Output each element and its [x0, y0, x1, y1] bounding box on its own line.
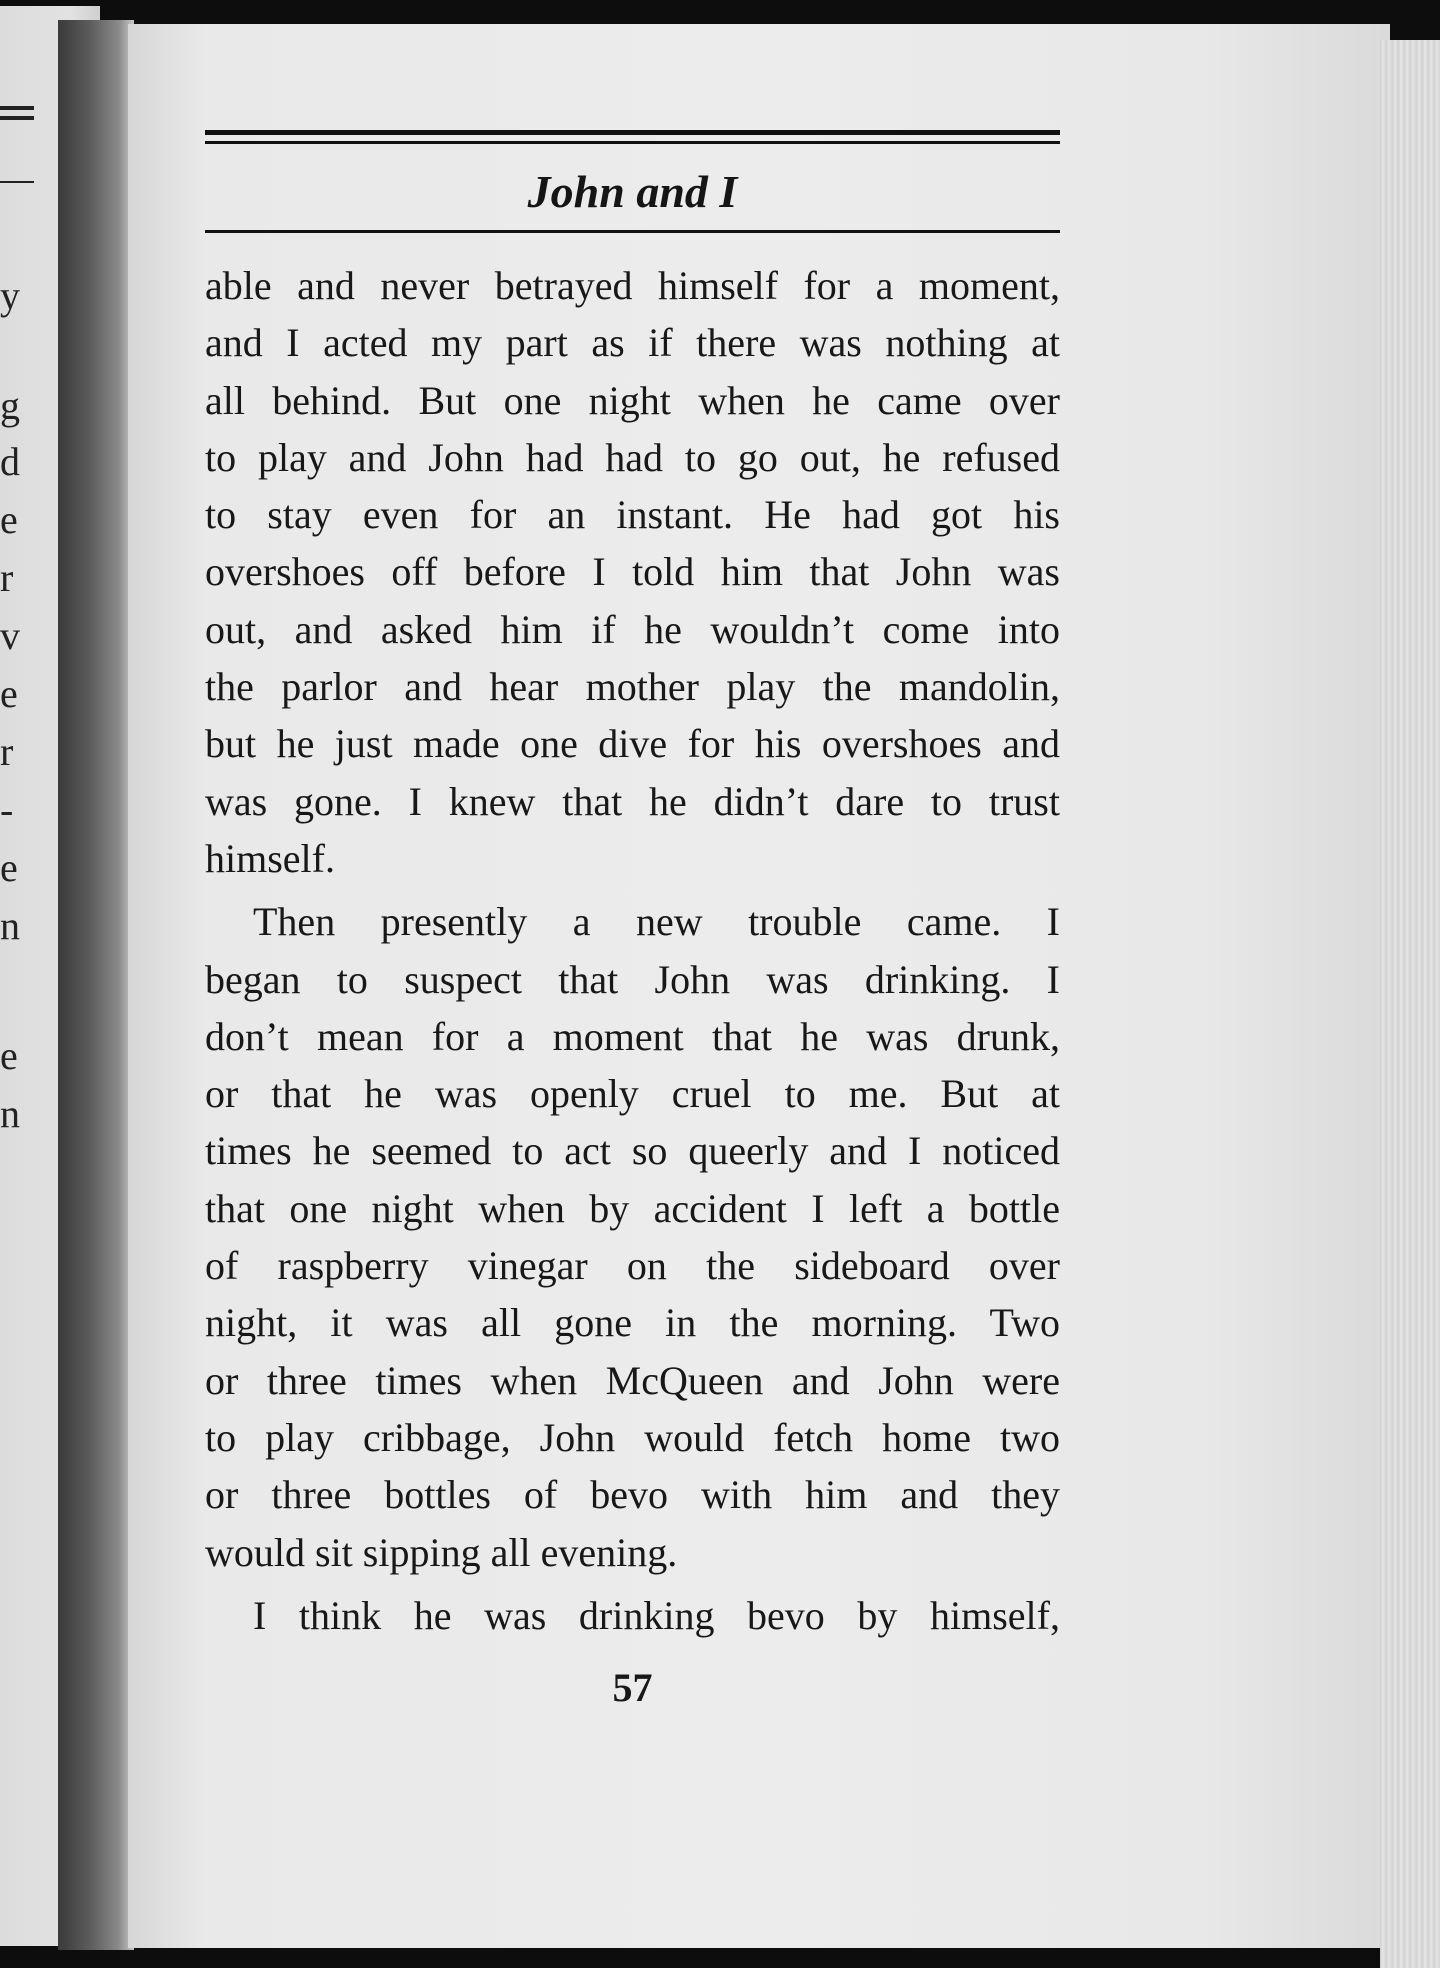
left-page-char: r	[0, 729, 14, 774]
header-underline	[205, 230, 1060, 233]
header-rule-bottom	[205, 141, 1060, 144]
text-line: to play and John had had to go out, he refused	[205, 434, 1060, 480]
text-line: began to suspect that John was drinking. I	[205, 956, 1060, 1002]
left-page-char: r	[0, 555, 14, 600]
text-line: the parlor and hear mother play the mandolin,	[205, 664, 1060, 710]
paragraph	[205, 1587, 1060, 1644]
left-page-char: d	[0, 439, 20, 484]
text-line: himself.	[205, 835, 335, 881]
page-content	[205, 130, 1060, 1711]
left-page-char: v	[0, 613, 20, 658]
running-title: John and I	[527, 166, 738, 217]
left-page-rule	[0, 106, 34, 110]
left-page-char: n	[0, 1091, 20, 1136]
body-text	[205, 257, 1060, 1644]
left-page-char: -	[0, 787, 14, 832]
page-edge	[1380, 40, 1440, 1968]
text-line: to play cribbage, John would fetch home two	[205, 1414, 1060, 1460]
left-page-char: y	[0, 273, 20, 318]
text-line: or three bottles of bevo with him and they	[205, 1472, 1060, 1518]
left-page-char: g	[0, 383, 20, 428]
text-line: of raspberry vinegar on the sideboard over	[205, 1243, 1060, 1289]
left-page-char: e	[0, 497, 18, 542]
text-line: night, it was all gone in the morning. Two	[205, 1300, 1060, 1346]
text-line: I think he was drinking bevo by himself,	[253, 1592, 1060, 1638]
text-line: overshoes off before I told him that John was	[205, 549, 1060, 595]
text-line: that one night when by accident I left a bottle	[205, 1185, 1060, 1231]
text-line: times he seemed to act so queerly and I noticed	[205, 1128, 1060, 1174]
text-line: would sit sipping all evening.	[205, 1529, 678, 1575]
left-page-char: n	[0, 903, 20, 948]
text-line: out, and asked him if he wouldn’t come into	[205, 606, 1060, 652]
text-line: or that he was openly cruel to me. But at	[205, 1071, 1060, 1117]
left-page-char: e	[0, 1033, 18, 1078]
text-line: or three times when McQueen and John were	[205, 1357, 1060, 1403]
text-line: was gone. I knew that he didn’t dare to trust	[205, 778, 1060, 824]
left-page-rule	[0, 116, 34, 120]
text-line: don’t mean for a moment that he was drunk,	[205, 1013, 1060, 1059]
paragraph	[205, 257, 1060, 887]
left-page-char: e	[0, 671, 18, 716]
text-line: able and never betrayed himself for a moment,	[205, 263, 1060, 308]
left-page-char: e	[0, 845, 18, 890]
book-gutter	[58, 20, 134, 1950]
header-rule-top	[205, 130, 1060, 135]
paragraph	[205, 893, 1060, 1581]
text-line: to stay even for an instant. He had got his	[205, 492, 1060, 538]
text-line: and I acted my part as if there was nothing at	[205, 320, 1060, 366]
text-line: all behind. But one night when he came over	[205, 377, 1060, 423]
text-line: Then presently a new trouble came. I	[253, 899, 1060, 945]
left-page-rule	[0, 181, 34, 183]
text-line: but he just made one dive for his overshoes and	[205, 721, 1060, 767]
page-number: 57	[612, 1665, 653, 1711]
